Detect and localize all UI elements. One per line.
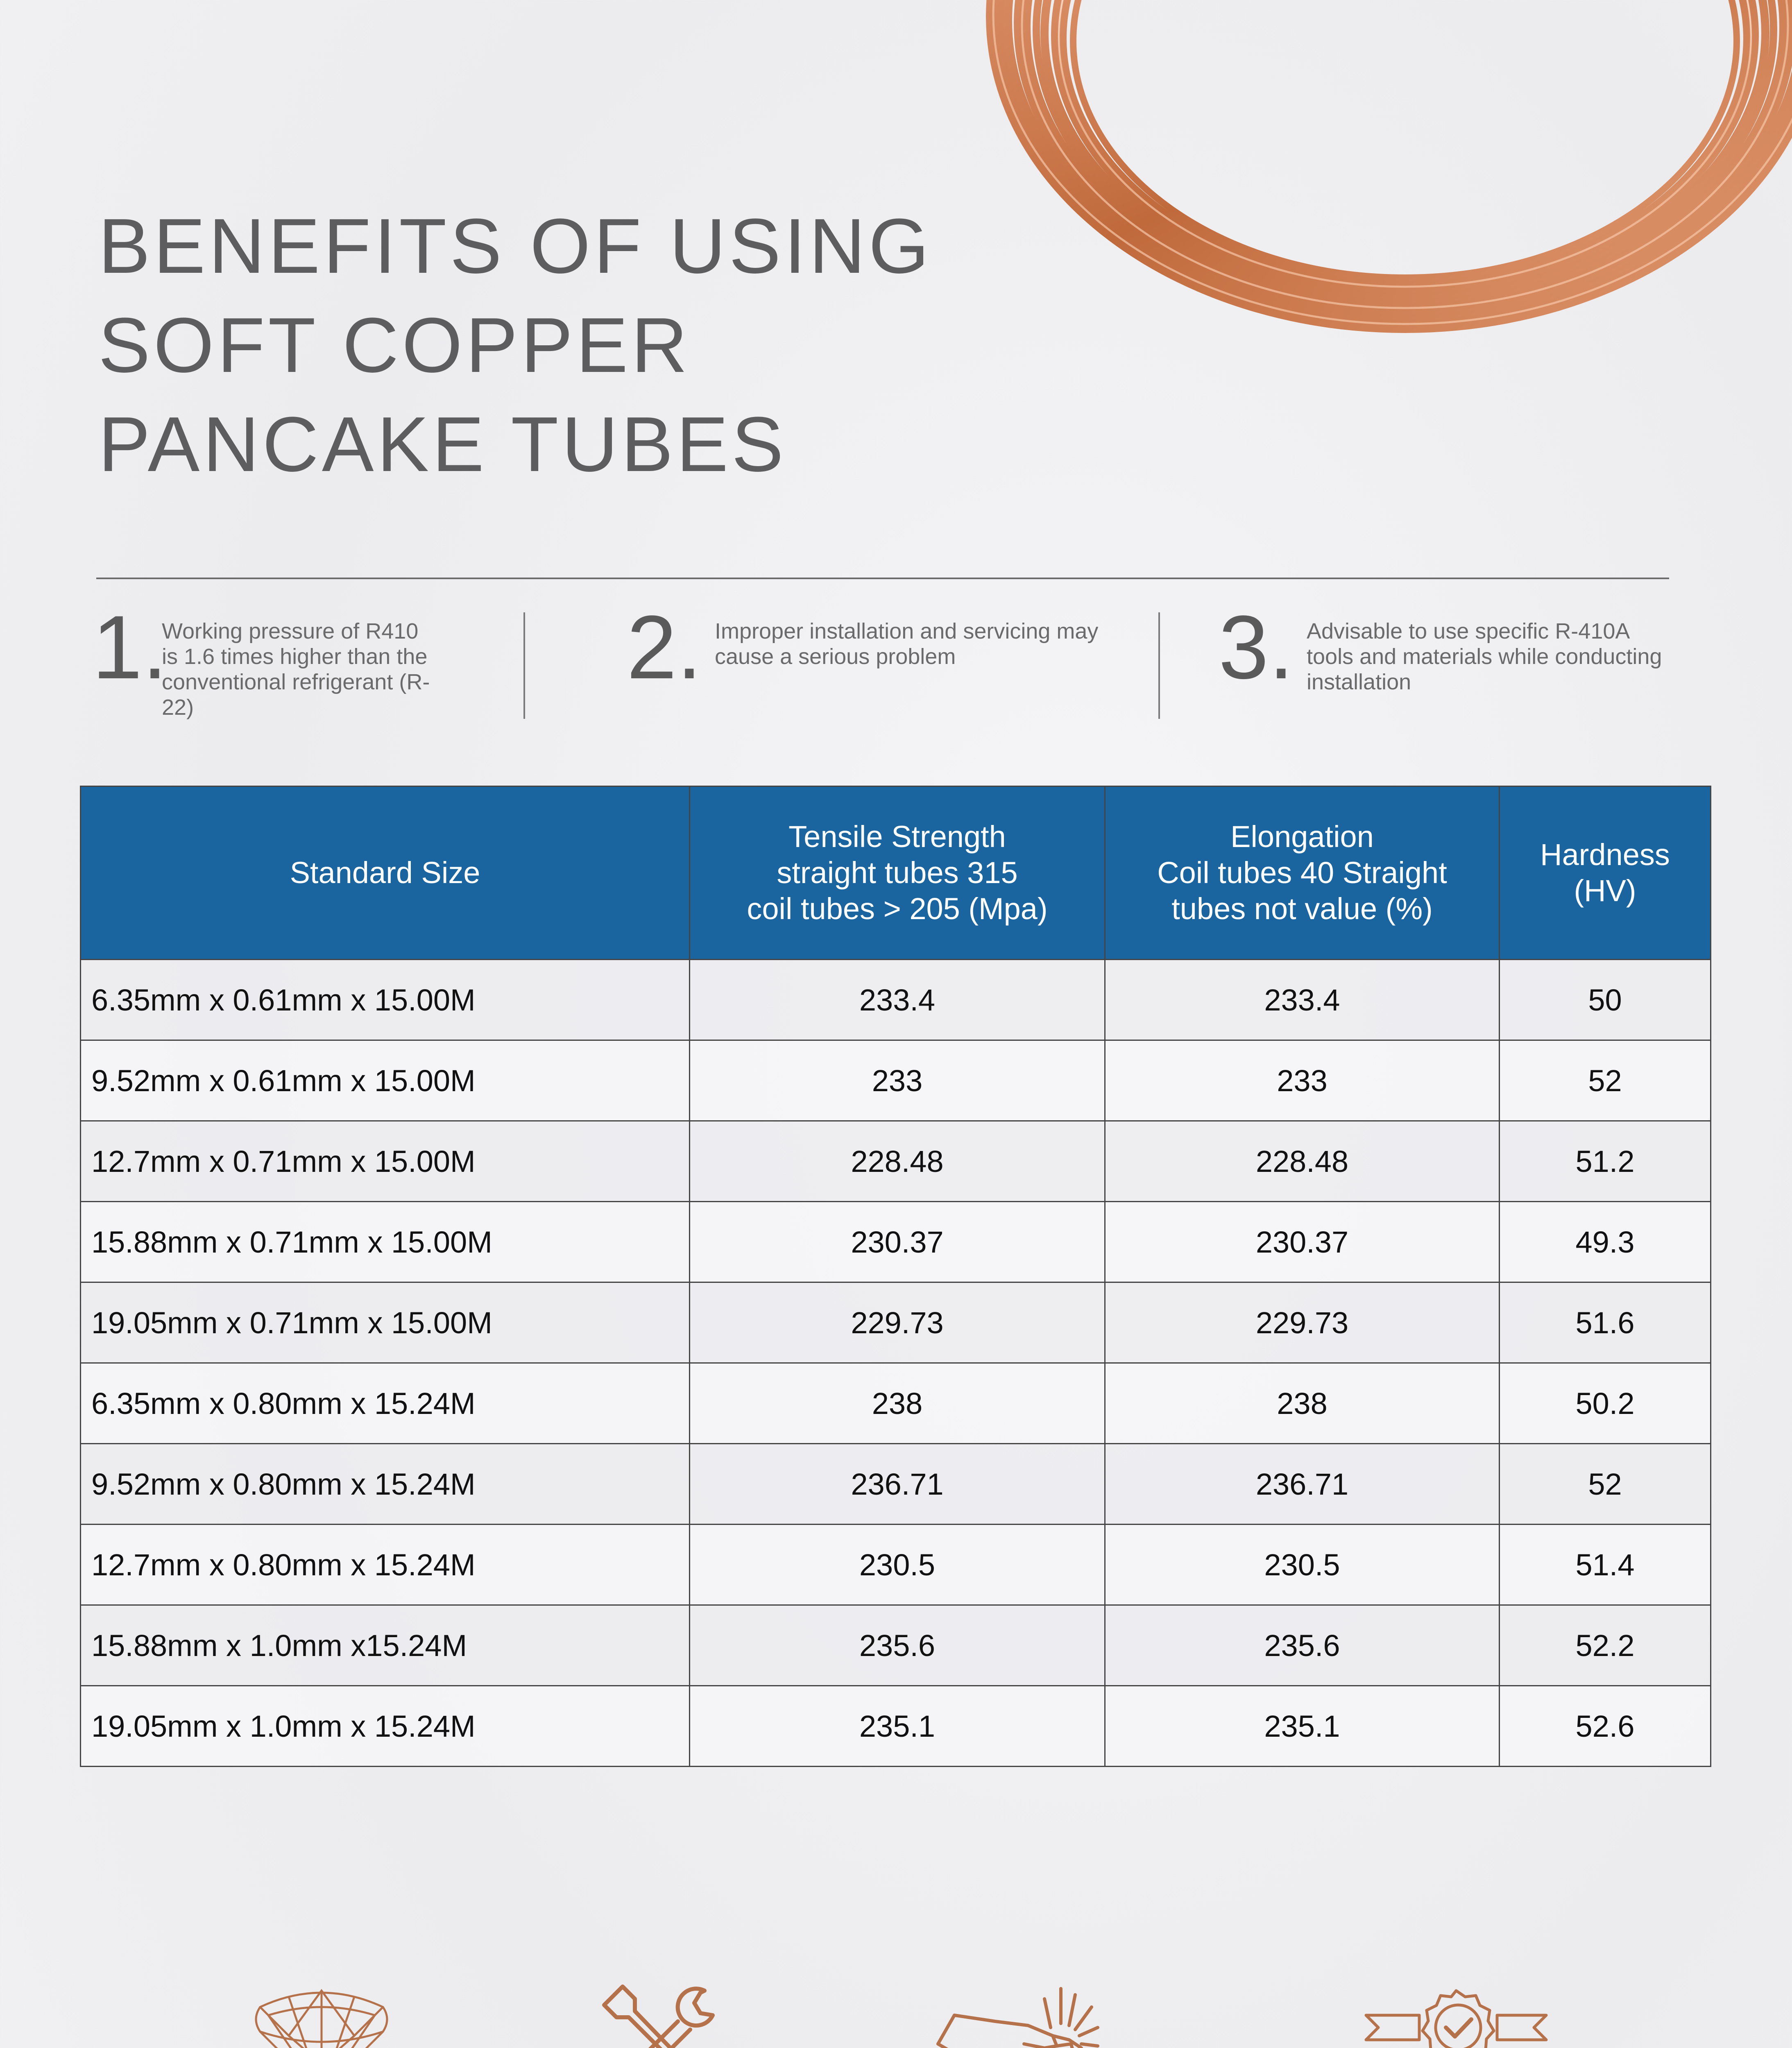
cell-hardness: 51.2 xyxy=(1500,1121,1711,1202)
table-row xyxy=(81,1363,1711,1444)
cell-hardness: 52 xyxy=(1500,1040,1711,1121)
feature-strip xyxy=(0,1982,1792,2048)
cell-elongation: 230.37 xyxy=(1105,1202,1500,1282)
benefit-text: Working pressure of R410 is 1.6 times higher than the conventional refrigerant (R-22) xyxy=(162,619,430,720)
cell-elongation: 233 xyxy=(1105,1040,1500,1121)
cell-elongation: 235.1 xyxy=(1105,1686,1500,1767)
cell-size: 12.7mm x 0.80mm x 15.24M xyxy=(81,1525,690,1605)
cell-hardness: 52.6 xyxy=(1500,1686,1711,1767)
page-title xyxy=(98,197,932,494)
table-header-row xyxy=(81,786,1711,960)
feature-precision-finish xyxy=(172,1982,471,2048)
cell-tensile: 230.5 xyxy=(690,1525,1105,1605)
cell-elongation: 230.5 xyxy=(1105,1525,1500,1605)
table-row xyxy=(81,960,1711,1040)
cell-hardness: 49.3 xyxy=(1500,1202,1711,1282)
cell-elongation: 238 xyxy=(1105,1363,1500,1444)
title-line-3: PANCAKE TUBES xyxy=(98,401,787,488)
benefit-number: 3. xyxy=(1219,597,1294,698)
benefit-text: Improper installation and servicing may cause a serious problem xyxy=(715,619,1099,669)
copper-coil-image xyxy=(840,0,1792,483)
title-line-1: BENEFITS OF USING xyxy=(98,203,933,290)
title-line-2: SOFT COPPER xyxy=(98,302,691,389)
table-row xyxy=(81,1444,1711,1525)
cell-elongation: 229.73 xyxy=(1105,1282,1500,1363)
table-row xyxy=(81,1605,1711,1686)
cell-size: 19.05mm x 0.71mm x 15.00M xyxy=(81,1282,690,1363)
header-tensile-strength: Tensile Strength straight tubes 315 coil tubes > 205 (Mpa) xyxy=(690,786,1105,960)
benefit-number: 1. xyxy=(92,597,168,698)
feature-high-pressure xyxy=(819,1982,1221,2048)
benefit-text: Advisable to use specific R-410A tools and materials while conducting installation xyxy=(1307,619,1662,694)
cell-tensile: 229.73 xyxy=(690,1282,1105,1363)
table-row xyxy=(81,1525,1711,1605)
cell-elongation: 235.6 xyxy=(1105,1605,1500,1686)
cell-size: 19.05mm x 1.0mm x 15.24M xyxy=(81,1686,690,1767)
cell-tensile: 233.4 xyxy=(690,960,1105,1040)
hand-pressure-icon xyxy=(930,1982,1110,2048)
cell-hardness: 52.2 xyxy=(1500,1605,1711,1686)
header-hardness: Hardness (HV) xyxy=(1500,786,1711,960)
cell-hardness: 50.2 xyxy=(1500,1363,1711,1444)
section-divider xyxy=(96,578,1669,579)
cell-tensile: 238 xyxy=(690,1363,1105,1444)
benefit-points xyxy=(0,597,1792,721)
benefit-number: 2. xyxy=(627,597,702,698)
cell-size: 6.35mm x 0.80mm x 15.24M xyxy=(81,1363,690,1444)
cell-size: 6.35mm x 0.61mm x 15.00M xyxy=(81,960,690,1040)
table-row xyxy=(81,1121,1711,1202)
cell-hardness: 52 xyxy=(1500,1444,1711,1525)
cell-tensile: 233 xyxy=(690,1040,1105,1121)
certification-badge-icon xyxy=(1358,1982,1554,2048)
cell-size: 12.7mm x 0.71mm x 15.00M xyxy=(81,1121,690,1202)
cell-size: 15.88mm x 0.71mm x 15.00M xyxy=(81,1202,690,1282)
feature-easy-installation xyxy=(520,1982,799,2048)
cell-size: 9.52mm x 0.61mm x 15.00M xyxy=(81,1040,690,1121)
table-row xyxy=(81,1686,1711,1767)
cell-size: 9.52mm x 0.80mm x 15.24M xyxy=(81,1444,690,1525)
cell-elongation: 233.4 xyxy=(1105,960,1500,1040)
cell-tensile: 236.71 xyxy=(690,1444,1105,1525)
table-row xyxy=(81,1282,1711,1363)
tools-icon xyxy=(598,1982,721,2048)
header-standard-size: Standard Size xyxy=(81,786,690,960)
cell-elongation: 236.71 xyxy=(1105,1444,1500,1525)
cell-hardness: 50 xyxy=(1500,960,1711,1040)
cell-tensile: 235.6 xyxy=(690,1605,1105,1686)
header-elongation: Elongation Coil tubes 40 Straight tubes not value (%) xyxy=(1105,786,1500,960)
diamond-mesh-icon xyxy=(244,1982,399,2048)
table-row xyxy=(81,1202,1711,1282)
cell-elongation: 228.48 xyxy=(1105,1121,1500,1202)
cell-tensile: 230.37 xyxy=(690,1202,1105,1282)
points-divider xyxy=(523,612,525,719)
cell-tensile: 235.1 xyxy=(690,1686,1105,1767)
table-row xyxy=(81,1040,1711,1121)
cell-hardness: 51.6 xyxy=(1500,1282,1711,1363)
cell-size: 15.88mm x 1.0mm x15.24M xyxy=(81,1605,690,1686)
cell-hardness: 51.4 xyxy=(1500,1525,1711,1605)
spec-table xyxy=(80,786,1711,1767)
points-divider xyxy=(1158,612,1160,719)
cell-tensile: 228.48 xyxy=(690,1121,1105,1202)
feature-international-standard xyxy=(1241,1982,1671,2048)
